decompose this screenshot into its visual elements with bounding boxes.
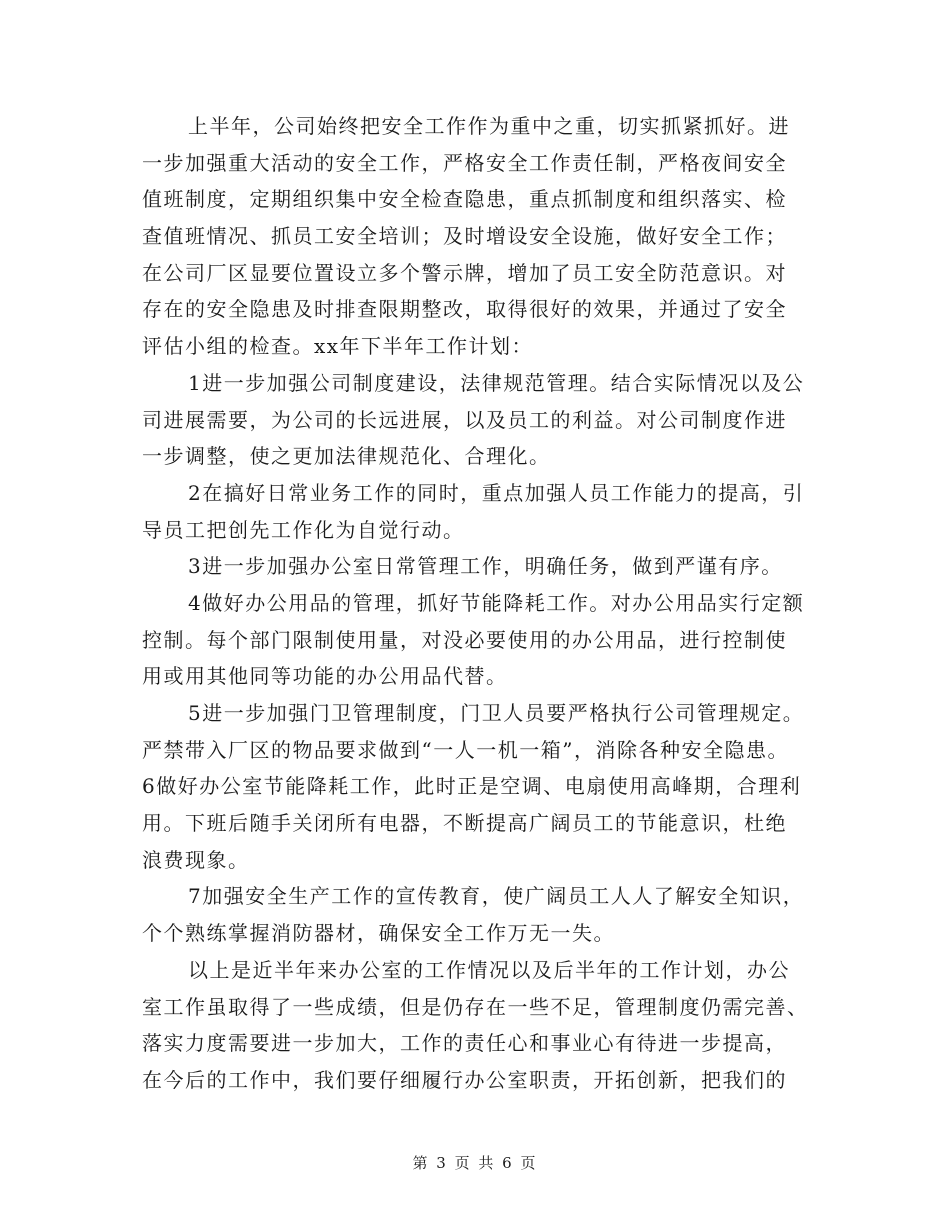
text-line: 评估小组的检查。xx年下半年工作计划：	[142, 334, 534, 359]
page-number-footer: 第 3 页 共 6 页	[412, 1154, 538, 1172]
text-line: 以上是近半年来办公室的工作情况以及后半年的工作计划，办公	[188, 957, 790, 982]
text-line: 导员工把创先工作化为自觉行动。	[142, 517, 465, 542]
text-line: 落实力度需要进一步加大，工作的责任心和事业心有待进一步提高，	[142, 1031, 787, 1056]
text-line: 控制。每个部门限制使用量，对没必要使用的办公用品，进行控制使	[142, 627, 787, 652]
text-line: 4做好办公用品的管理，抓好节能降耗工作。对办公用品实行定额	[188, 590, 805, 615]
text-line: 2在搞好日常业务工作的同时，重点加强人员工作能力的提高，引	[188, 480, 805, 505]
text-line: 3进一步加强办公室日常管理工作，明确任务，做到严谨有序。	[188, 554, 783, 579]
text-line: 一步调整，使之更加法律规范化、合理化。	[142, 444, 551, 469]
text-line: 存在的安全隐患及时排查限期整改，取得很好的效果，并通过了安全	[142, 297, 787, 322]
text-line: 室工作虽取得了一些成绩，但是仍存在一些不足，管理制度仍需完善、	[142, 994, 809, 1019]
document-body	[142, 108, 810, 1099]
text-line: 7加强安全生产工作的宣传教育，使广阔员工人人了解安全知识，	[188, 884, 805, 909]
text-line: 司进展需要，为公司的长远进展，以及员工的利益。对公司制度作进	[142, 407, 787, 432]
text-line: 个个熟练掌握消防器材，确保安全工作万无一失。	[142, 921, 615, 946]
text-line: 值班制度，定期组织集中安全检查隐患，重点抓制度和组织落实、检	[142, 187, 787, 212]
text-line: 1进一步加强公司制度建设，法律规范管理。结合实际情况以及公	[188, 370, 805, 395]
text-line: 浪费现象。	[142, 847, 250, 872]
text-line: 上半年，公司始终把安全工作作为重中之重，切实抓紧抓好。进	[188, 114, 790, 138]
text-line: 5进一步加强门卫管理制度，门卫人员要严格执行公司管理规定。	[188, 701, 805, 725]
text-line: 6做好办公室节能降耗工作，此时正是空调、电扇使用高峰期，合理利	[142, 774, 802, 799]
text-line: 用。下班后随手关闭所有电器，不断提高广阔员工的节能意识，杜绝	[142, 811, 787, 836]
text-line: 在今后的工作中，我们要仔细履行办公室职责，开拓创新，把我们的	[142, 1067, 787, 1092]
text-line: 严禁带入厂区的物品要求做到“一人一机一箱”，消除各种安全隐患。	[142, 737, 789, 762]
text-line: 用或用其他同等功能的办公用品代替。	[142, 664, 508, 689]
text-line: 查值班情况、抓员工安全培训；及时增设安全设施，做好安全工作；	[142, 224, 787, 249]
text-line: 一步加强重大活动的安全工作，严格安全工作责任制，严格夜间安全	[142, 150, 787, 175]
text-line: 在公司厂区显要位置设立多个警示牌，增加了员工安全防范意识。对	[142, 260, 787, 285]
